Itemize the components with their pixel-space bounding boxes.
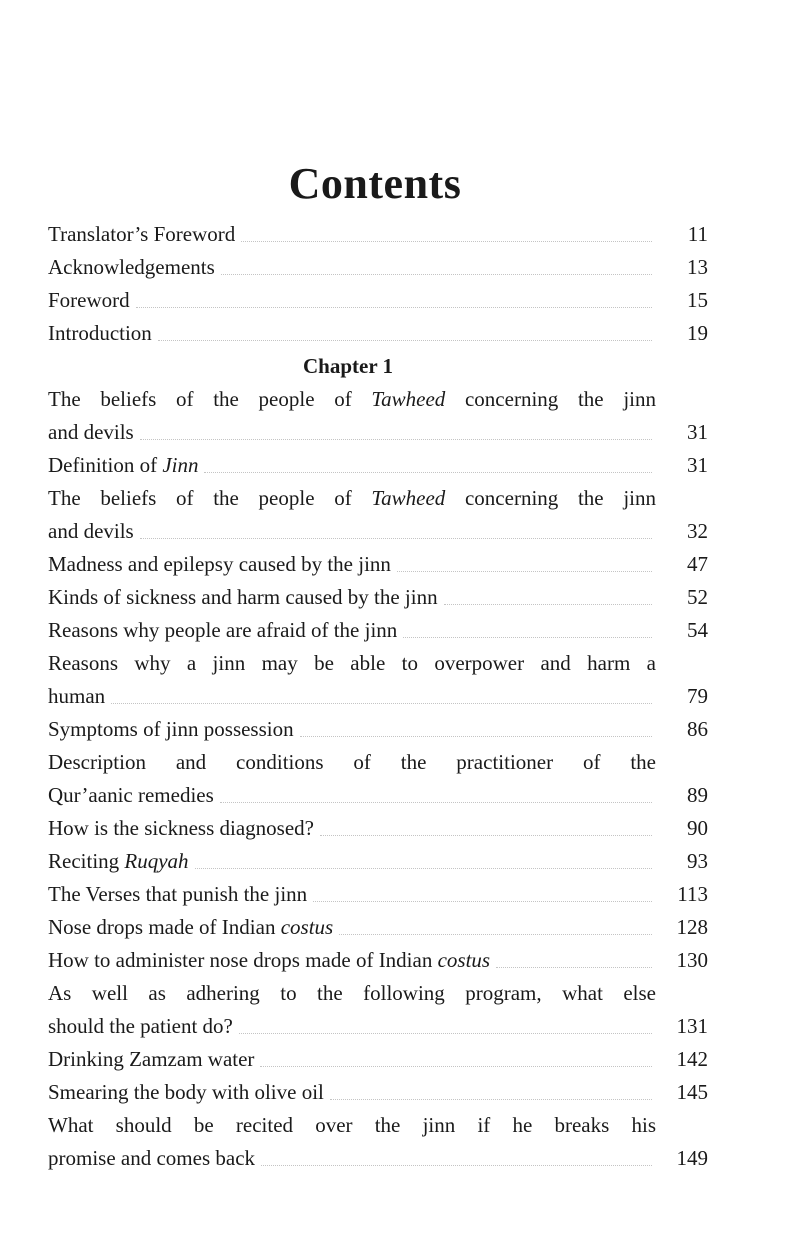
toc-page-number: 11	[687, 222, 708, 246]
dot-leader	[136, 307, 652, 308]
toc-entry[interactable]	[48, 218, 708, 251]
toc-entry-title	[48, 944, 490, 977]
toc-page-number: 128	[676, 915, 708, 939]
toc-entry[interactable]	[48, 1043, 708, 1076]
toc-page-number: 145	[676, 1080, 708, 1104]
toc-page-number: 93	[687, 849, 708, 873]
title-italic: Tawheed	[371, 387, 446, 411]
toc-page-number: 31	[687, 453, 708, 477]
toc-page-number: 32	[687, 519, 708, 543]
toc-page-number: 47	[687, 552, 708, 576]
toc-page-number: 31	[687, 420, 708, 444]
toc-entry-title: Introduction	[48, 321, 152, 345]
toc-page-number: 89	[687, 783, 708, 807]
toc-entry-title: Symptoms of jinn possession	[48, 717, 294, 741]
title-italic: costus	[280, 915, 334, 939]
title-part: Nose drops made of Indian	[48, 915, 281, 939]
toc-page-number: 86	[687, 717, 708, 741]
title-part: concerning the jinn	[445, 486, 656, 510]
title-part: How to administer nose drops made of Indian	[48, 948, 438, 972]
dot-leader	[204, 472, 652, 473]
dot-leader	[444, 604, 652, 605]
toc-entry[interactable]	[48, 1142, 708, 1175]
title-italic: Ruqyah	[124, 849, 189, 873]
toc-entry[interactable]	[48, 581, 708, 614]
toc-entry-title	[48, 911, 333, 944]
toc-page-number: 79	[687, 684, 708, 708]
dot-leader	[261, 1165, 652, 1166]
toc-entry-title: Acknowledgements	[48, 255, 215, 279]
dot-leader	[195, 868, 652, 869]
toc-entry-title[interactable]: What should be recited over the jinn if he breaks his	[48, 1113, 656, 1137]
toc-entry-title: human	[48, 684, 106, 708]
dot-leader	[239, 1033, 652, 1034]
dot-leader	[111, 703, 652, 704]
toc-entry[interactable]	[48, 515, 708, 548]
toc-entry[interactable]	[48, 845, 708, 878]
dot-leader	[339, 934, 652, 935]
dot-leader	[403, 637, 652, 638]
toc-entry-title	[48, 449, 198, 482]
toc-entry-title[interactable]	[48, 482, 656, 515]
toc-entry-title[interactable]: Description and conditions of the practitioner of the	[48, 750, 656, 774]
toc-entry-title: Drinking Zamzam water	[48, 1047, 255, 1071]
toc-entry-title: Reasons why people are afraid of the jinn	[48, 618, 398, 642]
toc-entry-title: Foreword	[48, 288, 130, 312]
dot-leader	[313, 901, 652, 902]
toc-entry-title: Translator’s Foreword	[48, 222, 236, 246]
toc-entry[interactable]	[48, 251, 708, 284]
dot-leader	[220, 802, 652, 803]
toc-entry[interactable]	[48, 911, 708, 944]
toc-page-number: 13	[687, 255, 708, 279]
dot-leader	[300, 736, 652, 737]
toc-entry[interactable]	[48, 614, 708, 647]
dot-leader	[496, 967, 652, 968]
toc-page-number: 131	[676, 1014, 708, 1038]
dot-leader	[330, 1099, 652, 1100]
toc-page-number: 52	[687, 585, 708, 609]
toc-entry[interactable]	[48, 1076, 708, 1109]
toc-page-number: 149	[676, 1146, 708, 1170]
toc-entry-title[interactable]	[48, 383, 656, 416]
toc-entry[interactable]	[48, 812, 708, 845]
toc-page-number: 19	[687, 321, 708, 345]
toc-entry-title	[48, 845, 189, 878]
toc-entry[interactable]	[48, 449, 708, 482]
toc-entry-title: Madness and epilepsy caused by the jinn	[48, 552, 391, 576]
toc-entry[interactable]	[48, 713, 708, 746]
toc-entry-title[interactable]: Reasons why a jinn may be able to overpower and harm a	[48, 651, 656, 675]
toc-entry-title: and devils	[48, 519, 134, 543]
toc-entry-title: and devils	[48, 420, 134, 444]
dot-leader	[397, 571, 652, 572]
toc-entry-title: Qur’aanic remedies	[48, 783, 214, 807]
toc-entry-title: The Verses that punish the jinn	[48, 882, 308, 906]
toc-entry[interactable]	[48, 1010, 708, 1043]
toc-page-number: 90	[687, 816, 708, 840]
toc-entry[interactable]	[48, 284, 708, 317]
toc-entry[interactable]	[48, 878, 708, 911]
title-italic: costus	[437, 948, 491, 972]
page-title: Contents	[288, 159, 462, 208]
toc-entry[interactable]	[48, 779, 708, 812]
toc-entry[interactable]	[48, 416, 708, 449]
toc-entry-title: should the patient do?	[48, 1014, 233, 1038]
title-part: Definition of	[48, 453, 163, 477]
toc-page-number: 142	[676, 1047, 708, 1071]
toc-entry[interactable]	[48, 548, 708, 581]
table-of-contents	[48, 218, 708, 1175]
toc-entry-title: Smearing the body with olive oil	[48, 1080, 324, 1104]
toc-page-number: 113	[677, 882, 708, 906]
toc-entry-title: promise and comes back	[48, 1146, 256, 1170]
dot-leader	[158, 340, 652, 341]
toc-page-number: 54	[687, 618, 708, 642]
dot-leader	[241, 241, 652, 242]
toc-entry[interactable]	[48, 944, 708, 977]
toc-entry[interactable]	[48, 680, 708, 713]
title-part: concerning the jinn	[445, 387, 656, 411]
title-part: The beliefs of the people of	[48, 486, 372, 510]
toc-entry-title[interactable]: As well as adhering to the following program, what else	[48, 981, 656, 1005]
dot-leader	[221, 274, 652, 275]
title-part: The beliefs of the people of	[48, 387, 372, 411]
toc-page-number: 15	[687, 288, 708, 312]
dot-leader	[260, 1066, 652, 1067]
dot-leader	[320, 835, 652, 836]
title-italic: Jinn	[162, 453, 199, 477]
title-part: Reciting	[48, 849, 125, 873]
toc-entry-title: Kinds of sickness and harm caused by the jinn	[48, 585, 438, 609]
chapter-heading: Chapter 1	[302, 354, 394, 378]
toc-entry[interactable]	[48, 317, 708, 350]
dot-leader	[140, 439, 652, 440]
toc-entry-title: How is the sickness diagnosed?	[48, 816, 314, 840]
toc-page-number: 130	[676, 948, 708, 972]
title-italic: Tawheed	[371, 486, 446, 510]
dot-leader	[140, 538, 652, 539]
